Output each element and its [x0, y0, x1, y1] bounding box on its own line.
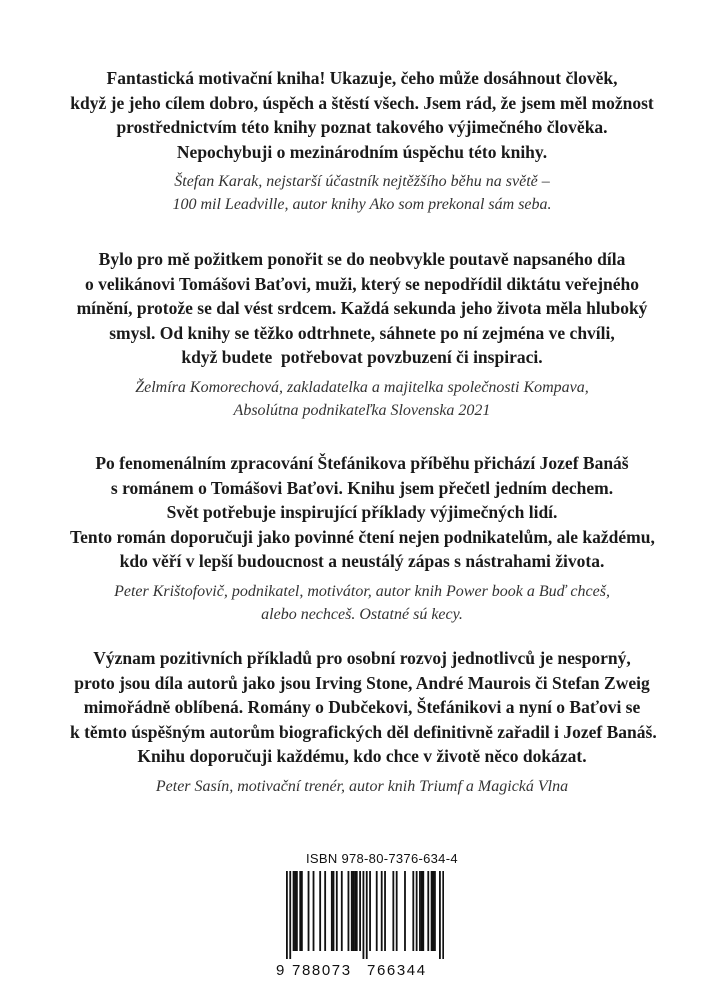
- barcode-bar: [299, 871, 301, 951]
- barcode-bar: [341, 871, 343, 951]
- barcode-bar: [363, 871, 365, 959]
- barcode-bar: [369, 871, 371, 951]
- quote-line: Bylo pro mě požitkem ponořit se do neobvykle poutavě napsaného díla: [98, 249, 626, 269]
- quote-line: Tento román doporučuji jako povinné čtení nejen podnikatelům, ale každému,: [70, 526, 655, 547]
- quote-line: k těmto úspěšným autorům biografických děl definitivně zařadil i Jozef Banáš.: [70, 721, 657, 742]
- barcode-bar: [319, 871, 321, 951]
- barcode-bar: [354, 871, 356, 951]
- barcode-bar: [384, 871, 386, 951]
- blurb-4: [70, 646, 657, 798]
- barcode-bar: [381, 871, 383, 951]
- barcode-bar: [421, 871, 423, 951]
- barcode-bar: [359, 871, 361, 951]
- blurb-quote: [70, 451, 654, 574]
- barcode-bar: [356, 871, 358, 951]
- barcode-bar: [432, 871, 434, 951]
- barcode-bar: [353, 871, 355, 951]
- barcode-bar: [427, 871, 429, 951]
- quote-line: kdo věří v lepší budoucnost a neustálý zápas s nástrahami života.: [119, 551, 605, 571]
- attribution-line: 100 mil Leadville, autor knihy Ako som prekonal sám seba.: [172, 196, 552, 213]
- quote-line: Fantastická motivační kniha! Ukazuje, čeho může dosáhnout člověk,: [106, 68, 618, 88]
- barcode-bar: [286, 871, 288, 959]
- barcode-bar: [422, 871, 424, 951]
- quote-line: mimořádně oblíbená. Romány o Dubčekovi, Štefánikovi a nyní o Baťovi se: [83, 697, 641, 717]
- blurb-attribution: [70, 775, 654, 798]
- blurb-quote: [70, 646, 657, 769]
- barcode-bar: [324, 871, 326, 951]
- barcode-bar: [294, 871, 296, 951]
- quote-line: o velikánovi Tomášovi Baťovi, muži, který se nepodřídil diktátu veřejného: [84, 273, 640, 294]
- ean-first-digit: 9: [276, 962, 286, 979]
- barcode-bar: [412, 871, 414, 951]
- quote-line: Svět potřebuje inspirující příklady výjimečných lidí.: [166, 502, 558, 522]
- quote-line: Nepochybuji o mezinárodním úspěchu této knihy.: [176, 141, 548, 162]
- quote-line: s románem o Tomášovi Baťovi. Knihu jsem přečetl jedním dechem.: [110, 477, 614, 498]
- quote-line: když je jeho cílem dobro, úspěch a štěstí všech. Jsem rád, že jsem měl možnost: [70, 92, 654, 113]
- attribution-line: alebo nechceš. Ostatné sú kecy.: [261, 605, 463, 623]
- barcode-bar: [313, 871, 315, 951]
- attribution-line: Peter Sasín, motivační trenér, autor knih Triumf a Magická Vlna: [155, 777, 569, 795]
- barcode-bar: [289, 871, 291, 959]
- barcode-bar: [293, 871, 295, 951]
- barcode-bar: [351, 871, 353, 951]
- barcode-bar: [419, 871, 421, 951]
- attribution-line: Štefan Karak, nejstarší účastník nejtěžšího běhu na světě –: [174, 173, 550, 190]
- barcode-bar: [308, 871, 310, 951]
- blurb-quote: [70, 66, 654, 164]
- barcode-bar: [396, 871, 398, 951]
- blurb-1: [70, 66, 654, 216]
- barcode-bar: [333, 871, 335, 951]
- blurb-attribution: [70, 376, 654, 422]
- barcode-bar: [431, 871, 433, 951]
- barcode-bar: [376, 871, 378, 951]
- quote-line: když budete potřebovat povzbuzení či inspiraci.: [181, 347, 543, 367]
- barcode-bar: [416, 871, 418, 951]
- quote-line: smysl. Od knihy se těžko odtrhnete, sáhnete po ní zejména ve chvíli,: [109, 322, 615, 343]
- barcode-bar: [404, 871, 406, 951]
- barcode-bar: [331, 871, 333, 951]
- barcode: [286, 871, 444, 959]
- blurb-attribution: [70, 170, 654, 216]
- ean-left-digits: 788073: [292, 962, 352, 979]
- barcode-bar: [434, 871, 436, 951]
- attribution-line: Peter Krištofovič, podnikatel, motivátor, autor knih Power book a Buď chceš,: [114, 582, 610, 600]
- quote-line: Význam pozitivních příkladů pro osobní rozvoj jednotlivců je nesporný,: [93, 648, 631, 668]
- ean-right-digits: 766344: [367, 962, 427, 979]
- barcode-bar: [301, 871, 303, 951]
- blurb-2: [70, 247, 654, 422]
- barcode-bar: [296, 871, 298, 951]
- barcode-bar: [348, 871, 350, 951]
- quote-line: proto jsou díla autorů jako jsou Irving Stone, André Maurois či Stefan Zweig: [74, 672, 650, 693]
- quote-line: Knihu doporučuji každému, kdo chce v životě něco dokázat.: [137, 746, 587, 766]
- isbn-label: ISBN 978-80-7376-634-4: [306, 851, 458, 866]
- quote-line: prostřednictvím této knihy poznat takového výjimečného člověka.: [116, 117, 608, 137]
- barcode-bar: [439, 871, 441, 959]
- blurb-attribution: [70, 580, 654, 626]
- quote-line: Po fenomenálním zpracování Štefánikova příběhu přichází Jozef Banáš: [95, 453, 629, 473]
- quote-line: mínění, protože se dal vést srdcem. Každá sekunda jeho života měla hluboký: [76, 298, 648, 318]
- blurb-quote: [70, 247, 654, 370]
- barcode-bar: [336, 871, 338, 951]
- attribution-line: Absolútna podnikateľka Slovenska 2021: [233, 401, 491, 419]
- barcode-bar: [442, 871, 444, 959]
- attribution-line: Želmíra Komorechová, zakladatelka a majitelka společnosti Kompava,: [135, 378, 589, 396]
- barcode-bar: [392, 871, 394, 951]
- barcode-bar: [366, 871, 368, 959]
- blurb-3: [70, 451, 654, 626]
